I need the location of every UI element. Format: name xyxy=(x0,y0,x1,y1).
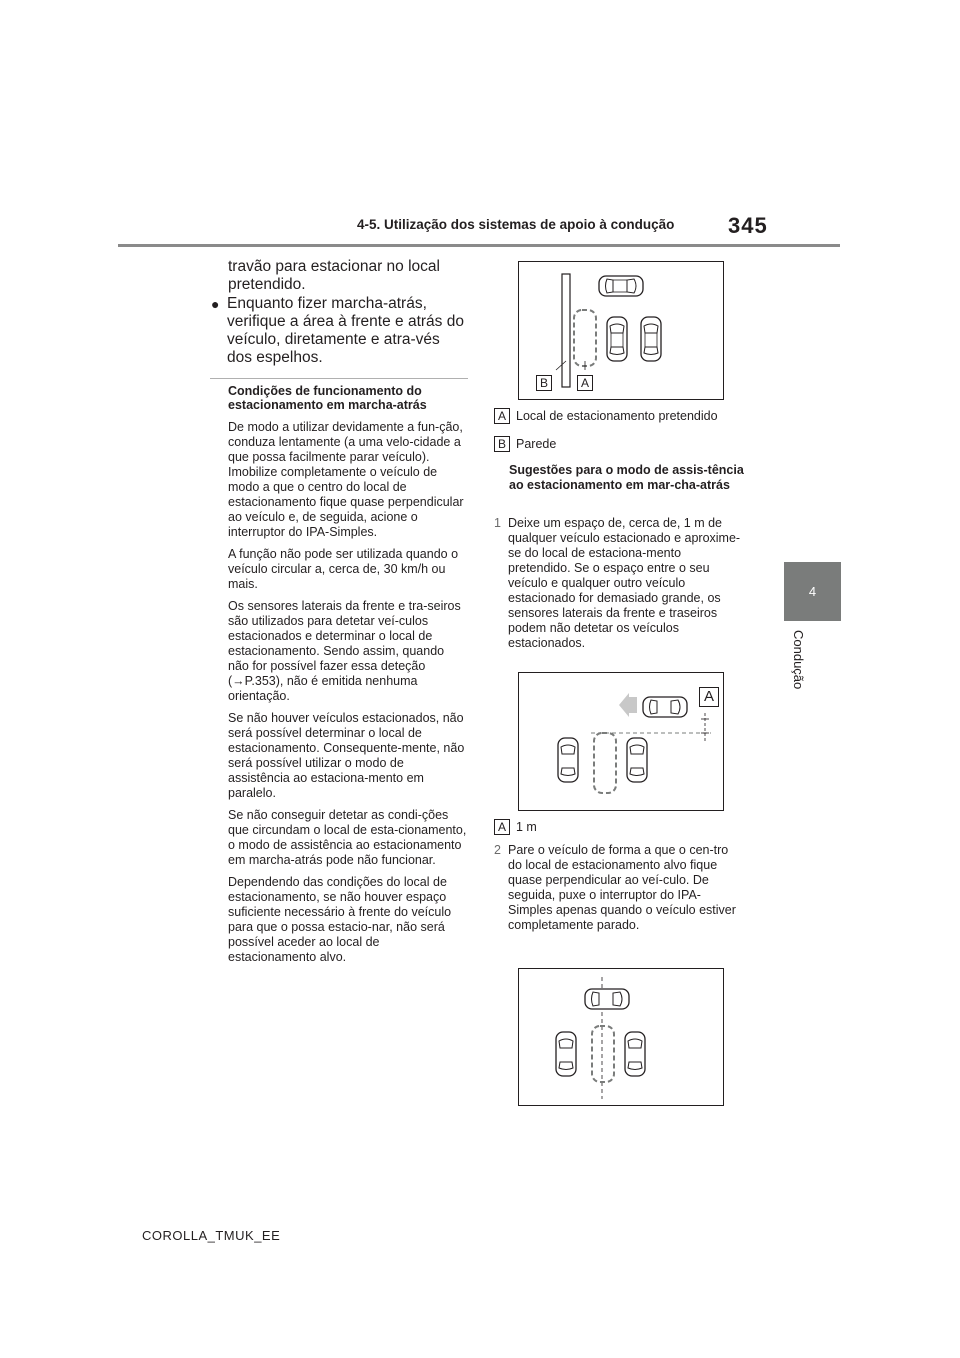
footer-model-code: COROLLA_TMUK_EE xyxy=(142,1228,281,1243)
wall-shape xyxy=(562,274,570,387)
step-number: 2 xyxy=(494,843,501,857)
legend-item xyxy=(494,408,718,424)
section-title: 4-5. Utilização dos sistemas de apoio à condução xyxy=(357,217,675,232)
step-1 xyxy=(494,516,742,651)
target-space-outline xyxy=(574,310,596,366)
legend-key: A xyxy=(494,408,510,424)
chapter-label: Condução xyxy=(791,630,806,690)
notes-section xyxy=(228,384,468,972)
notes-heading: Condições de funcionamento do estacionamento em marcha-atrás xyxy=(228,384,427,412)
legend-key: B xyxy=(494,436,510,452)
legend-item xyxy=(494,436,556,452)
parking-diagram-stop xyxy=(519,969,723,1105)
note-paragraph: Os sensores laterais da frente e tra-seiros são utilizados para detetar veí-culos estacionados e determinar o local de estacionamento. Sendo assim, quando não for possível fazer essa deteção (→P.353), não é emitida nenhuma orientação. xyxy=(228,599,461,703)
tips-heading: Sugestões para o modo de assis-tência ao estacionamento em mar-cha-atrás xyxy=(509,463,744,492)
note-paragraph: A função não pode ser utilizada quando o veículo circular a, cerca de, 30 km/h ou mais. xyxy=(228,547,459,591)
parking-diagram-approach xyxy=(519,673,723,810)
note-paragraph: De modo a utilizar devidamente a fun-ção, conduza lentamente (a uma velo-cidade a que possa facilmente parar veículo). Imobilize completamente o veículo de modo a que o centro do local de estacionamento fique quase perpendicular ao veículo e, de seguida, acione o interruptor do IPA-Simples. xyxy=(228,420,464,539)
callout-b: B xyxy=(536,375,552,391)
callout-a: A xyxy=(699,687,719,707)
chapter-tab xyxy=(784,562,841,621)
step-2 xyxy=(494,843,742,933)
direction-arrow-icon xyxy=(619,693,637,717)
chapter-number: 4 xyxy=(808,584,817,599)
bullet-text: Enquanto fizer marcha-atrás, verifique a área à frente e atrás do veículo, diretamente e atra-vés dos espelhos. xyxy=(227,295,464,366)
legend-text: Local de estacionamento pretendido xyxy=(516,408,718,423)
note-paragraph: Se não houver veículos estacionados, não será possível determinar o local de estacionamento. Consequente-mente, não será possível utilizar o modo de assistência ao estaciona-mento em paralelo. xyxy=(228,711,465,800)
step-text: Pare o veículo de forma a que o cen-tro do local de estacionamento alvo fique quase perpendicular ao veí-culo. De seguida, puxe o interruptor do IPA-Simples apenas quando o veículo estiver completamente parado. xyxy=(508,843,736,932)
parking-figure-approach xyxy=(518,672,724,811)
section-divider xyxy=(210,378,468,379)
bullet-icon: ● xyxy=(211,296,220,312)
callout-a: A xyxy=(577,375,593,391)
header-divider xyxy=(118,244,840,247)
step-number: 1 xyxy=(494,516,501,530)
note-paragraph: Se não conseguir detetar as condi-ções que circundam o local de esta-cionamento, o modo de assistência ao estacionamento em marcha-atrás pode não funcionar. xyxy=(228,808,467,867)
continued-text: travão para estacionar no local pretendido. xyxy=(228,258,440,293)
legend-text: 1 m xyxy=(516,819,537,834)
legend-text: Parede xyxy=(516,436,557,451)
page-number: 345 xyxy=(728,213,768,238)
bullet-item xyxy=(211,295,471,367)
note-paragraph: Dependendo das condições do local de estacionamento, se não houver espaço suficiente necessário à frente do veículo para que o possa estacio-nar, não será possível aceder ao local de estacionamento alvo. xyxy=(228,875,452,964)
legend-key: A xyxy=(494,819,510,835)
parking-figure-stop xyxy=(518,968,724,1106)
parking-figure-target xyxy=(518,261,724,400)
step-text: Deixe um espaço de, cerca de, 1 m de qualquer veículo estacionado e aproxime-se do local de estaciona-mento pretendido. Se o espaço entre o seu veículo e qualquer outro veículo estacionado for demasiado grande, os sensores laterais da frente e traseiros podem não detetar os veículos estacionados. xyxy=(508,516,741,650)
legend-item xyxy=(494,819,537,835)
